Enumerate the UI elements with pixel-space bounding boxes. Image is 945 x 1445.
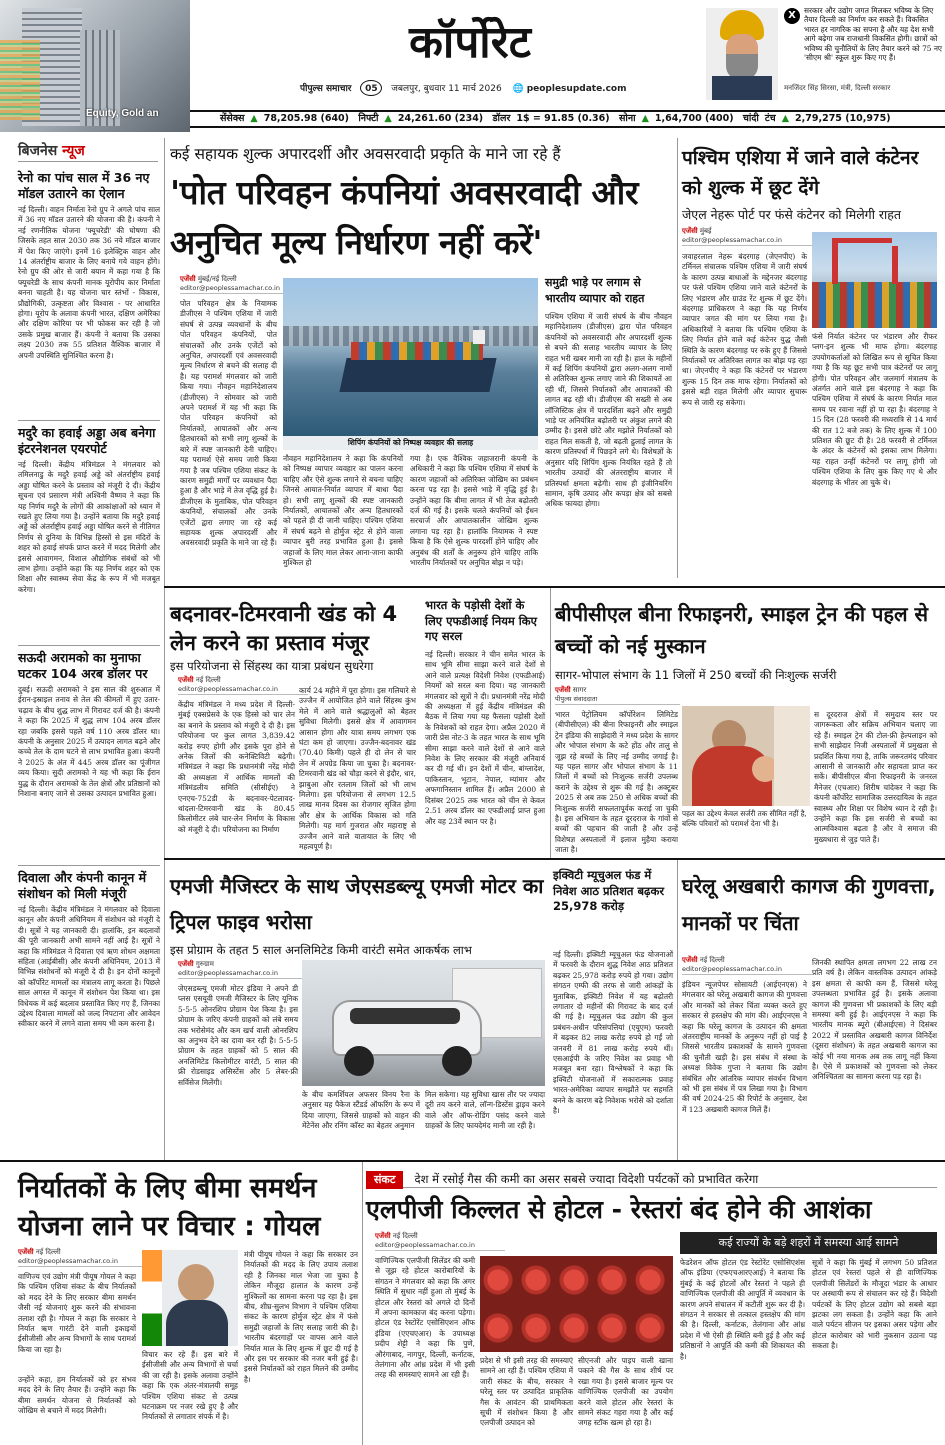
bpcl-caption: पहल का उद्देश्य केवल सर्जरी तक सीमित नहीं है, बल्कि परिवारों को परामर्श देना भी है। [682,809,807,828]
lpg-col-1: वाणिज्यिक एलपीजी सिलेंडर की कमी से जूझ रहे होटल कारोबारियों के संगठन ने मंगलवार को कहा कि अगर स्थिति में सुधार नहीं हुआ तो मुंबई के होटल और रेस्तरां को अगले दो दिनों में अपना कामकाज बंद करना पड़ेगा। होटल एंड रेस्टोरेंट एसोसिएशन ऑफ इंडिया (एएचएआर) के उपाध्यक्ष प्रदीप शेट्टी ने कहा कि पुणे, औरंगाबाद, नागपुर, दिल्ली, कर्नाटक, तेलंगाना और आंध्र प्रदेश में भी इसी तरह की समस्याएं सामने आ रही हैं। [375,1256,475,1380]
agency-label: एजेंसी [178,676,194,684]
lead-byline [180,275,300,297]
mg-col-1: जेएसडब्ल्यू एमजी मोटर इंडिया ने अपने डी प्लस एसयूवी एमजी मैजिस्टर के लिए यूनिक 5-5-5 ओनरशिप प्रोग्राम पेश किया है। इस प्रोग्राम के जरिए कंपनी ग्राहकों को लंबे समय तक भरोसेमंद और कम खर्च वाली ओनरशिप का अनुभव देने का दावा कर रही है। 5-5-5 प्रोग्राम के तहत ग्राहकों को 5 साल की अनलिमिटेड किलोमीटर वारंटी, 5 साल की फ्री रोडसाइड असिस्टेंस और 5 लेबर-फ्री सर्विसेज मिलेंगी। [178,984,298,1087]
byline-place: मुंबई/नई दिल्ली [197,275,237,283]
byline-place: सागर [572,686,587,694]
news-brief-aramco [18,645,160,865]
newsprint-headline: घरेलू अखबारी कागज की गुणवत्ता, मानकों पर चिंता [682,874,936,935]
website[interactable]: peoplesupdate.com [526,84,627,94]
agency-label: एजेंसी [555,686,571,694]
dollar-label: डॉलर [492,113,511,124]
brief-title: मदुरै का हवाई अड्डा अब बनेगा इंटरनेशनल एयरपोर्ट [18,425,156,456]
byline-reporter: पीपुल्स संवाददाता [555,695,680,705]
lead-col-4: पश्चिम एशिया में जारी संघर्ष के बीच नौवहन महानिदेशालय (डीजीएस) द्वारा पोत परिवहन कंपनियों को अवसरवादी और अपारदर्शी शुल्क से बचने की सलाह भारतीय व्यापार के लिए राहत भरी खबर मानी जा रही है। हाल के महीनों में कई शिपिंग कंपनियों द्वारा अलग-अलग नामों से अतिरिक्त शुल्क लगाए जाने की शिकायतें आ रही थीं, जिससे निर्यातकों और आयातकों की लागत बढ़ रही थी। डीजीएस की सख्ती से अब लॉजिस्टिक क्षेत्र में पारदर्शिता बढ़ने और समुद्री भाड़े पर अनियंत्रित बढ़ोतरी पर अंकुश लगने की उम्मीद है। इससे छोटे और मझोले निर्यातकों को राहत मिल सकती है, जो बढ़ती ढुलाई लागत के कारण प्रतिस्पर्धा में पिछड़ने लगे थे। विशेषज्ञों के अनुसार यदि शिपिंग शुल्क नियंत्रित रहते हैं तो भारतीय उत्पादों की अंतरराष्ट्रीय बाजार में प्रतिस्पर्धा क्षमता बढ़ेगी। साथ ही इंजीनियरिंग सामान, कृषि उत्पाद और कपड़ा क्षेत्र को सबसे अधिक फायदा होगा। [545,312,672,509]
agency-label: एजेंसी [682,956,698,964]
column-rule [677,138,678,578]
news-brief-renault [18,170,160,420]
silver-unit: टंच [764,113,776,124]
gas-cylinders-photo [480,1256,673,1352]
up-arrow-icon: ▲ [781,113,790,124]
nifty-label: निफ्टी [358,113,379,124]
page-number: 05 [360,80,382,96]
byline-place: मुंबई [699,227,712,235]
lpg-byline [375,1232,505,1254]
agency-label: एजेंसी [682,227,698,235]
section-rule [164,858,945,860]
photo-caption: शिपिंग कंपनियों को निष्पक्ष व्यवहार की सलाह [283,436,538,450]
lpg-col-3: सीएनजी और पाइप वाली खाना पकाने की गैस के साथ शीर्ष पर रखा गया है। इससे बाजार मूल्य पर वाणिज्यिक एलपीजी का उपयोग करने वाले होटल और रेस्तरां के सामने संकट गहरा गया है और कई जगह स्टॉक खत्म हो रहा है। [578,1356,673,1428]
lead-col-1: पोत परिवहन क्षेत्र के नियामक डीजीएस ने पश्चिम एशिया में जारी संघर्ष से उत्पन्न व्यवधानों के बीच पोत परिवहन कंपनियों, पोत संचालकों और उनके एजेंटों को अनुचित, अपारदर्शी एवं अवसरवादी मूल्य निर्धारण से बचने की सलाह दी है। यह परामर्श मंगलवार को जारी किया गया। नौवहन महानिदेशालय (डीजीएस) ने सोमवार को जारी अपने परामर्श में यह भी कहा कि पोत परिवहन कंपनियों को निर्यातकों, आयातकों और अन्य हितधारकों को सभी लागू शुल्कों के बारे में स्पष्ट जानकारी देनी चाहिए। यह परामर्श ऐसे समय जारी किया गया है जब पश्चिम एशिया संकट के कारण समुद्री मार्गों पर व्यवधान पैदा हुआ है और भाड़े में तेज वृद्धि हुई है। डीजीएस के मुताबिक, पोत परिवहन कंपनियों, संचालकों और उनके एजेंटों द्वारा लगाए जा रहे कई सहायक शुल्क अपारदर्शी और अवसरवादी प्रकृति के माने जा रहे हैं। [180,299,277,548]
mg-headline: एमजी मैजिस्टर के साथ जेएसडब्ल्यू एमजी मोटर का ट्रिपल फाइव भरोसा [170,874,544,934]
lpg-kicker: देश में रसोई गैस की कमी का असर सबसे ज्यादा विदेशी पर्यटकों को प्रभावित करेगा [414,1172,759,1186]
mf-body: नई दिल्ली। इक्विटी म्यूचुअल फंड योजनाओं में फरवरी के दौरान शुद्ध निवेश आठ प्रतिशत बढ़कर 25,978 करोड़ रुपये हो गया। उद्योग संगठन एम्फी की तरफ से जारी आंकड़ों के मुताबिक, इक्विटी निवेश में यह बढ़ोतरी लगातार दो महीनों की गिरावट के बाद दर्ज की गई है। म्यूचुअल फंड उद्योग की कुल प्रबंधन-अधीन परिसंपत्तियां (एयूएम) फरवरी में बढ़कर 82 लाख करोड़ रुपये हो गईं जो जनवरी में 81 लाख करोड़ रुपये थीं। एसआईपी के जरिए निवेश का प्रवाह भी मजबूत बना रहा। विश्लेषकों ने कहा कि इक्विटी योजनाओं में सकारात्मक प्रवाह भारत-अमेरिका व्यापार समझौते पर सहमति बनने के कारण बढ़े निवेशक भरोसे को दर्शाता है। [553,950,673,1116]
left-column [18,170,160,1162]
badnawar-col-2: कार्य 24 महीने में पूरा होगा। इस गलियारे से उज्जैन में आयोजित होने वाले सिंहस्थ कुंभ मेले में आने वाले श्रद्धालुओं को बेहतर सुविधा मिलेगी। इससे क्षेत्र में आवागमन आसान होगा और यात्रा समय लगभग एक घंटा कम हो जाएगा। उज्जैन-बदनावर खंड (70.40 किमी) पहले ही दो लेन से चार लेन में अपग्रेड किया जा चुका है। बदनावर-टिमरवानी खंड को चौड़ा करने से इंदौर, धार, झाबुआ और रतलाम जिलों को भी लाभ मिलेगा। इस परियोजना से लगभग 12.5 लाख मानव दिवस का रोजगार सृजित होगा और क्षेत्र के आर्थिक विकास को गति मिलेगी। यह मार्ग गुजरात और महाराष्ट्र से उज्जैन आने वाले यातायात के लिए भी महत्वपूर्ण है। [299,686,416,852]
badnawar-col-1: केंद्रीय मंत्रिमंडल ने मध्य प्रदेश में दिल्ली-मुंबई एक्सप्रेसवे के एक हिस्से को चार लेन का बनाने के प्रस्ताव को मंजूरी दे दी है। इस परियोजना पर कुल लागत 3,839.42 करोड़ रुपए होगी और इसके पूरा होने से अनेक जिलों की कनेक्टिविटी बढ़ेगी। मंत्रिमंडल ने कहा कि प्रधानमंत्री नरेंद्र मोदी की अध्यक्षता में आर्थिक मामलों की मंत्रिमंडलीय समिति (सीसीईए) ने एनएच-752डी के बदनावर-पेटलावद-थांदला-टिमरवानी खंड के 80.45 किलोमीटर लंबे चार-लेन निर्माण के विकास को मंजूरी दे दी। परियोजना का निर्माण [178,700,295,834]
mother-child-photo [682,706,810,806]
lead-kicker: कई सहायक शुल्क अपारदर्शी और अवसरवादी प्रकृति के माने जा रहे हैं [170,145,561,163]
agency-label: एजेंसी [375,1232,391,1240]
brief-body: दुबई। सऊदी अरामको ने इस साल की शुरुआत में ईरान-इस्राइल तनाव से तेल की कीमतों में हुए उतार-चढ़ाव के बीच शुद्ध लाभ में गिरावट दर्ज की है। कंपनी ने कहा कि 2025 में शुद्ध लाभ 104 अरब डॉलर रहा जबकि इससे पहले वर्ष 110 अरब डॉलर था। कंपनी के अनुसार 2025 में उत्पादन लागत बढ़ने और कच्चे तेल के दाम घटने से लाभ प्रभावित हुआ। कंपनी ने 2025 के अंत में 445 अरब डॉलर का पूंजीगत व्यय किया। सुदी अरामको ने यह भी कहा कि ईरान युद्ध के दौरान अरामको के तेल क्षेत्रों और प्रतिष्ठानों को निशाना बनाए जाने से उसका उत्पादन प्रभावित हुआ। [18,685,160,799]
goyal-col-3: विचार कर रहे हैं। इस बारे में ईसीजीसी और अन्य विभागों से चर्चा की जा रही है। इसके अलावा उन्होंने कहा कि एक अंतर-मंत्रालयी समूह पश्चिम एशिया संकट से उत्पन्न घटनाक्रम पर नजर रखे हुए है और निर्यातकों से लगातार संपर्क में है। [142,1350,238,1422]
crisis-label: संकट [366,1171,403,1189]
gold-label: सोना [618,113,636,124]
badnawar-headline: बदनावर-टिमरवानी खंड को 4 लेन करने का प्रस्ताव मंजूर [170,602,398,655]
market-ticker [190,110,945,128]
fdi-headline: भारत के पड़ोसी देशों के लिए एफडीआई नियम किए गए सरल [425,598,537,643]
tweet-quote: सरकार और उद्योग जगत मिलकर भविष्य के लिए तैयार दिल्ली का निर्माण कर सकते हैं। विकसित भारत हर नागरिक का सपना है और यह देश सभी आगे बढ़ेगा जब राजधानी विकसित होगी। छात्रों को भविष्य की चुनौतियों के लिए तैयार करने को 75 नए 'सीएम श्री' स्कूल शुरू किए गए हैं। [804,6,943,63]
dollar-value: 1$ = 91.85 (0.36) [516,113,610,124]
byline-place: नई दिल्ली [392,1232,418,1240]
brief-body: नई दिल्ली। केंद्रीय मंत्रिमंडल ने मंगलवार को दिवाला कानून और कंपनी अधिनियम में संशोधन को मंजूरी दे दी। सूत्रों ने यह जानकारी दी। हालांकि, इन बदलावों की पूरी जानकारी अभी सामने नहीं आई है। सूत्रों ने कहा कि मंत्रिमंडल ने दिवाला एवं ऋण शोधन अक्षमता संहिता (आईबीसी) और कंपनी अधिनियम, 2013 में विभिन्न संशोधनों को मंजूरी दे दी है। इन दोनों कानूनों को कॉर्पोरेट मामलों का मंत्रालय लागू करता है। पिछले साल अगस्त में कानून में संशोधन पेश किया था। इस विधेयक में कई बदलाव प्रस्तावित किए गए हैं, जिनका उद्देश्य दिवाला मामलों को जल्द निपटाना और आवेदन स्वीकार करने में लगने वाला समय भी कम करना है। [18,905,160,1029]
bpcl-subhead: सागर-भोपाल संभाग के 11 जिलों में 250 बच्चों की निःशुल्क सर्जरी [555,668,837,682]
mg-subhead: इस प्रोग्राम के तहत 5 साल अनलिमिटेड किमी वारंटी समेत आकर्षक लाभ [170,943,472,957]
fdi-body: नई दिल्ली। सरकार ने चीन समेत भारत के साथ भूमि सीमा साझा करने वाले देशों से आने वाले प्रत्यक्ष विदेशी निवेश (एफडीआई) नियमों को सरल बना दिया। यह जानकारी मंगलवार को सूत्रों ने दी। प्रधानमंत्री नरेंद्र मोदी की अध्यक्षता में हुई केंद्रीय मंत्रिमंडल की बैठक में लिया गया यह फैसला पड़ोसी देशों के निवेशकों को राहत देगा। अप्रैल 2020 में जारी प्रेस नोट-3 के तहत भारत के साथ भूमि सीमा साझा करने वाले देशों से आने वाले निवेश के लिए सरकार की मंजूरी अनिवार्य कर दी गई थी। इन देशों में चीन, बांग्लादेश, पाकिस्तान, भूटान, नेपाल, म्यांमार और अफगानिस्तान शामिल हैं। अप्रैल 2000 से दिसंबर 2025 तक भारत को चीन से केवल 2.51 अरब डॉलर का एफडीआई प्राप्त हुआ और वह 23वें स्थान पर है। [425,650,545,826]
x-logo-icon: X [784,8,800,24]
goyal-col-2: उन्होंने कहा, हम निर्यातकों को हर संभव मदद देने के लिए तैयार हैं। उन्होंने कहा कि बीमा समर्थन योजना से निर्यातकों को जोखिम से बचाने में मदद मिलेगी। [18,1375,136,1416]
section-label-b: न्यूज [62,143,85,159]
bpcl-headline: बीपीसीएल बीना रिफाइनरी, स्माइल ट्रेन की पहल से बच्चों को नई मुस्कान [555,602,928,658]
dateline: जबलपुर, बुधवार 11 मार्च 2026 [391,84,502,94]
sensex-value: 78,205.98 (640) [263,113,350,124]
sensex-label: सेंसेक्स [220,113,245,124]
news-brief-madurai [18,420,160,645]
byline-email[interactable]: editor@peoplessamachar.co.in [682,236,812,246]
bpcl-byline [555,686,680,708]
tweet-author: मनजिंदर सिंह सिरसा, मंत्री, दिल्ली सरकार [784,84,891,92]
goyal-col-1: वाणिज्य एवं उद्योग मंत्री पीयूष गोयल ने कहा कि पश्चिम एशिया संकट के बीच निर्यातकों को मदद देने के लिए सरकार बीमा समर्थन जैसी नई योजनाएं शुरू करने की संभावना तलाश रही है। गोयल ने कहा कि सरकार ने निर्यात ऋण गारंटी देने वाली इकाइयों ईसीजीसी और अन्य विभागों के साथ परामर्श किया जा रहा है। [18,1272,136,1354]
right-byline [682,227,812,249]
newsprint-col-1: इंडियन न्यूजपेपर सोसायटी (आईएनएस) ने मंगलवार को घरेलू अखबारी कागज की गुणवत्ता और मानकों को लेकर चिंता व्यक्त करते हुए सरकार से हस्तक्षेप की मांग की। आईएनएस ने कहा कि घरेलू कागज के उत्पादन की क्षमता अंतरराष्ट्रीय मानकों के अनुरूप नहीं हो पाई है जिससे भारतीय प्रकाशकों के सामने गुणवत्ता की चुनौती खड़ी है। इस संबंध में संस्था के अध्यक्ष विवेक गुप्ता ने बताया कि उद्योग संबंधित और आंतरिक व्यापार संवर्धन विभाग को भी इस संबंध में पत्र लिखा गया है। विभाग की वर्ष 2024-25 की रिपोर्ट के अनुसार, देश में 123 अखबारी कागज मिलें हैं। [682,980,807,1114]
brief-title: सऊदी अरामको का मुनाफा घटकर 104 अरब डॉलर पर [18,650,148,681]
column-rule [677,860,678,1160]
agency-label: एजेंसी [178,960,194,968]
mg-col-3: मिल सकेगा। यह सुविधा खास तौर पर ज्यादा दूरी तय करने वाले, लॉन्ग-डिस्टेंस ड्राइव करने वाले और ऑफ-रोडिंग पसंद करने वाले ग्राहकों के लिए फायदेमंद मानी जा रही है। [425,1090,545,1131]
nifty-value: 24,261.60 (234) [397,113,484,124]
byline-email[interactable]: editor@peoplessamachar.co.in [375,1241,505,1251]
badnawar-byline [178,676,308,698]
goyal-photo [142,1250,238,1346]
masthead-title: कॉर्पोरेट [409,18,531,67]
brief-title: दिवाला और कंपनी कानून में संशोधन को मिली मंजूरी [18,870,147,901]
lead-col-3: गया है। एक वैश्विक जहाजरानी कंपनी के अधिकारी ने कहा कि पश्चिम एशिया में संघर्ष के कारण जहाजों को अतिरिक्त जोखिम का प्रबंधन करना पड़ रहा है। इससे भाड़े में वृद्धि हुई है। उन्होंने कहा कि बीमा लागत में भी तेज बढ़ोतरी दर्ज की गई है। इसके चलते कंपनियों को ईंधन सरचार्ज और आपातकालीन जोखिम शुल्क लगाना पड़ रहा है। हालांकि नियामक ने स्पष्ट किया है कि ऐसे शुल्क पारदर्शी होने चाहिए और अनुबंध की शर्तों के अनुरूप होने चाहिए ताकि भारतीय निर्यातकों पर अनुचित बोझ न पड़े। [410,454,538,568]
up-arrow-icon: ▲ [384,113,392,124]
paper-name: पीपुल्स समाचार [300,84,352,94]
lpg-subhead: कई राज्यों के बड़े शहरों में समस्या आई सामने [680,1232,937,1254]
bse-building-photo [0,0,190,132]
right-col-1: जवाहरलाल नेहरू बंदरगाह (जेएनपीए) के टर्मिनल संचालक पश्चिम एशिया में जारी संघर्ष के कारण उत्पन्न बाधाओं के मद्देनजर बंदरगाह पर फंसे पश्चिम एशिया जाने वाले कंटेनरों के लिए भंडारण और ग्राउंड रेंट शुल्क में छूट देंगे। बंदरगाह प्राधिकरण ने कहा कि यह निर्णय व्यापार जगत की मांग पर लिया गया है। अधिकारियों ने बताया कि पश्चिम एशिया के लिए निर्यात होने वाले कई कंटेनर युद्ध जैसी स्थिति के कारण बंदरगाह पर रुके हुए हैं जिससे निर्यातकों पर अतिरिक्त लागत का बोझ पड़ रहा था। जेएनपीए ने कहा कि कंटेनरों पर भंडारण शुल्क 15 दिन तक माफ रहेगा। निर्यातकों को इससे बड़ी राहत मिलेगी और व्यापार सुचारू रूप से जारी रह सकेगा। [682,252,807,407]
suv-photo [302,960,545,1086]
column-rule [164,138,165,1160]
ship-photo [283,278,538,450]
container-port-photo [812,232,937,328]
lpg-col-4: फेडरेशन ऑफ होटल एंड रेस्टोरेंट एसोसिएशंस ऑफ इंडिया (एफएचआरएआई) ने बताया कि मुंबई के कई होटलों और रेस्तरां ने पहले ही वाणिज्यिक एलपीजी की आपूर्ति में व्यवधान के कारण अपने संचालन में कटौती शुरू कर दी है। संगठन ने सरकार से तत्काल हस्तक्षेप की मांग की है। दिल्ली, कर्नाटक, तेलंगाना और आंध्र प्रदेश में भी ऐसी ही स्थिति बनी हुई है और कई प्रतिष्ठानों ने आपूर्ति की कमी की शिकायत की है। [680,1258,805,1361]
agency-label: एजेंसी [18,1248,34,1256]
byline-place: गुरुग्राम [195,960,214,968]
up-arrow-icon: ▲ [641,113,649,124]
column-rule [550,588,551,858]
globe-icon: 🌐 [512,84,524,94]
section-label-a: बिजनेस [18,143,58,159]
badnawar-subhead: इस परियोजना से सिंहस्थ का यात्रा प्रबंधन सुधरेगा [170,659,374,673]
column-rule [362,1162,363,1445]
mg-col-2: के बीच कमर्शियल अफसर विनय रैना के अनुसार यह पैकेज स्टैंडर्ड ऑफरिंग के रूप में दिया जाएगा, जिससे ग्राहकों को वाहन की मेंटेनेंस और रनिंग कॉस्ट का बेहतर अनुमान [302,1090,420,1131]
byline-email[interactable]: editor@peoplessamachar.co.in [178,969,303,979]
newsprint-byline [682,956,812,978]
brief-title: रेनो का पांच साल में 36 नए मॉडल उतारने का ऐलान [18,170,150,201]
mf-headline: इक्विटी म्यूचुअल फंड में निवेश आठ प्रतिशत बढ़कर 25,978 करोड़ [553,868,665,913]
lpg-headline: एलपीजी किल्लत से होटल - रेस्तरां बंद होने की आशंका [366,1195,872,1224]
goyal-headline: निर्यातकों के लिए बीमा समर्थन योजना लाने पर विचार : गोयल [18,1173,321,1242]
up-arrow-icon: ▲ [250,113,258,124]
byline-place: नई दिल्ली [195,676,221,684]
section-label [18,140,158,162]
byline-email[interactable]: editor@peoplessamachar.co.in [682,965,812,975]
newsprint-col-2: जिनकी स्थापित क्षमता लगभग 22 लाख टन प्रति वर्ष है। लेकिन वास्तविक उत्पादन आंकड़े इस क्षमता से काफी कम हैं, जिससे घरेलू उपलब्धता प्रभावित हुई है। इसके अलावा कागज की गुणवत्ता भी प्रकाशकों के लिए बड़ी समस्या बनी हुई है। आईएनएस ने कहा कि भारतीय मानक ब्यूरो (बीआईएस) ने दिसंबर 2022 में प्रस्तावित अखबारी कागज विनिर्देश (दूसरा संशोधन) के तहत अखबारी कागज का कोई भी नया मानक अब तक लागू नहीं किया है। ऐसे में प्रकाशकों को गुणवत्ता को लेकर अनिश्चितता का सामना करना पड़ रहा है। [812,958,937,1082]
masthead-info-row [300,80,710,96]
lpg-col-5: सूत्रों ने कहा कि मुंबई में लगभग 50 प्रतिशत होटल एवं रेस्तरां पहले से ही वाणिज्यिक एलपीजी सिलेंडरों के मौजूदा भंडार के आधार पर अस्थायी रूप से संचालन कर रहे हैं। विदेशी पर्यटकों के लिए होटल उद्योग को सबसे बड़ा झटका लग सकता है। उन्होंने कहा कि आने वाले पर्यटन सीजन पर इसका असर पड़ेगा और होटल कारोबार को भारी नुकसान उठाना पड़ सकता है। [812,1258,937,1351]
lead-col-2: नौवहन महानिदेशालय ने कहा कि कंपनियों को निष्पक्ष व्यापार व्यवहार का पालन करना चाहिए और ऐसे शुल्क लगाने से बचना चाहिए जिनसे आयात-निर्यात व्यापार में बाधा पैदा हो। सभी लागू शुल्कों की स्पष्ट जानकारी निर्यातकों, आयातकों और अन्य हितधारकों को पहले ही दी जानी चाहिए। पश्चिम एशिया में संघर्ष बढ़ने से होर्मुज स्ट्रेट से होने वाला व्यापार बुरी तरह प्रभावित हुआ है। इससे जहाजों के लिए माल लेकर आना-जाना काफी मुश्किल हो [283,454,403,568]
goyal-col-4: मंत्री पीयूष गोयल ने कहा कि सरकार उन निर्यातकों की मदद के लिए उपाय तलाश रही है जिनका माल भेजा जा चुका है लेकिन मौजूदा हालात के कारण उन्हें मुश्किलों का सामना करना पड़ रहा है। इस बीच, शीघ्र-सुलभ विभाग ने पश्चिम एशिया संकट के कारण होर्मुज स्ट्रेट क्षेत्र में फंसे समुद्री जहाजों के लिए सलाह जारी की है। भारतीय बंदरगाहों पर वापस आने वाले निर्यात माल के लिए शुल्क में छूट दी गई है और इस पर सरकार की नजर बनी हुई है। इससे निर्यातकों को राहत मिलने की उम्मीद है। [244,1250,358,1384]
gold-value: 1,64,700 (400) [654,113,734,124]
brief-body: नई दिल्ली। वाहन निर्माता रेनो ग्रुप ने अगले पांच साल में 36 नए मॉडल उतारने की योजना की है। कंपनी ने नई रणनीतिक योजना 'फ्यूचरेडी' की घोषणा की जिसके तहत साल 2030 तक 36 नये मॉडल बाजार में पेश किए जाएंगे। इनमें 16 इलेक्ट्रिक वाहन और 14 अंतर्राष्ट्रीय बाजार के लिए बनाये गये वाहन होंगे। रेनो ग्रुप की ओर से जारी बयान में कहा गया है कि फ्यूचरेडी के साथ कंपनी मानक यूरोपीय कार निर्माता बनना चाहती है। यह योजना चार स्तंभों - विकास, प्रौद्योगिकी, उत्कृष्टता और विश्वास - पर आधारित होगा। यूरोप के अलावा कंपनी भारत, दक्षिण अमेरिका और दक्षिण कोरिया पर भी फोकस कर रही है जो उसके प्रमुख बाजार हैं। कंपनी ने बताया कि उसका लक्ष्य 2030 तक 55 प्रतिशत वैश्विक बाजार में अपनी उपस्थिति सुनिश्चित करना है। [18,205,160,360]
byline-place: नई दिल्ली [35,1248,61,1256]
mg-byline [178,960,303,982]
section-rule [0,1160,945,1162]
lpg-kicker-bar [366,1168,937,1188]
goyal-byline [18,1248,148,1270]
building-ticker-text: Equity, Gold an [86,108,159,119]
section-rule [164,586,945,588]
bpcl-col-1: भारत पेट्रोलियम कॉर्पोरेशन लिमिटेड (बीपीसीएल) की बीना रिफाइनरी और स्माइल ट्रेन इंडिया की साझेदारी ने मध्य प्रदेश के सागर और भोपाल संभाग के कटे होंठ और तालु से जूझ रहे बच्चों के लिए नई उम्मीद जगाई है। यह पहल सागर और भोपाल संभाग के 11 जिलों में बच्चों को निःशुल्क सर्जरी उपलब्ध कराने के उद्देश्य से शुरू की गई है। अक्टूबर 2025 से अब तक 250 से अधिक बच्चों की निःशुल्क सर्जरी सफलतापूर्वक कराई जा चुकी है। इस अभियान के तहत दूरदराज के गांवों से बच्चों की पहचान की जाती है और उन्हें विशेषज्ञ अस्पतालों में इलाज मुहैया कराया जाता है। [555,710,678,855]
brief-body: नई दिल्ली। केंद्रीय मंत्रिमंडल ने मंगलवार को तमिलनाडु के मदुरै हवाई अड्डे को अंतर्राष्ट्रीय हवाई अड्डा घोषित करने के प्रस्ताव को मंजूरी दे दी। केंद्रीय सूचना एवं प्रसारण मंत्री अश्विनी वैष्णव ने कहा कि यह निर्णय मदुरै के लोगों की आकांक्षाओं को ध्यान में रखते हुए लिया गया है। उन्होंने बताया कि मदुरै हवाई अड्डे को अंतर्राष्ट्रीय हवाई अड्डा घोषित करने से नीतिगत निर्णय से दुनिया के विभिन्न हिस्सों से इस मंदिरों के शहर को हवाई संपर्क प्राप्त करने में मदद मिलेगी और इससे आवागमन, विशाल औद्योगिक संबंधों को भी लाभ होगा। उन्होंने कहा कि यह निर्णय शहर को एक शिक्षा और स्वास्थ्य सेवा केंद्र के रूप में भी मजबूत करेगा। [18,460,160,594]
byline-place: नई दिल्ली [699,956,725,964]
byline-email[interactable]: editor@peoplessamachar.co.in [178,685,308,695]
minister-photo [706,8,778,100]
right-headline: पश्चिम एशिया में जाने वाले कंटेनर को शुल्क में छूट देंगे [682,147,919,199]
silver-value: 2,79,275 (10,975) [795,113,891,124]
byline-email[interactable]: editor@peoplessamachar.co.in [18,1257,148,1267]
lpg-col-2: प्रदेश से भी इसी तरह की समस्याएं सामने आ रही हैं। पश्चिम एशिया में जारी संकट के बीच, सरकार ने घरेलू स्तर पर उत्पादित प्राकृतिक गैस के आवंटन की प्राथमिकता सूची में संशोधन किया है और एलपीजी उत्पादन को [480,1356,573,1428]
right-subhead: जेएल नेहरू पोर्ट पर फंसे कंटेनर को मिलेगी राहत [682,207,902,222]
lead-headline: 'पोत परिवहन कंपनियां अवसरवादी और अनुचित मूल्य निर्धारण नहीं करें' [170,173,639,262]
byline-email[interactable]: editor@peoplessamachar.co.in [180,284,300,294]
lead-subhead: समुद्री भाड़े पर लगाम से भारतीय व्यापार को राहत [545,276,645,305]
agency-label: एजेंसी [180,275,196,283]
news-brief-insolvency [18,865,160,1162]
silver-label: चांदी [742,113,759,124]
right-col-2: फंसे निर्यात कंटेनर पर भंडारण और रीफर प्लग-इन शुल्क भी माफ होगा। बंदरगाह उपयोगकर्ताओं को लिखित रूप से सूचित किया गया है कि यह छूट सभी पात्र कंटेनरों पर लागू होगी। पोत परिवहन और जलमार्ग मंत्रालय के अंतर्गत आने वाले इस बंदरगाह ने कहा कि पश्चिम एशिया में संघर्ष के कारण निर्यात माल समय पर रवाना नहीं हो पा रहा है। बंदरगाह ने 15 दिन (28 फरवरी की मध्यरात्रि से 14 मार्च की रात 12 बजे तक) के लिए शुल्क में 100 प्रतिशत की छूट दी है। 28 फरवरी से टर्मिनल के अंदर के कंटेनरों को इसका लाभ मिलेगा। यह राहत उन्हीं कंटेनरों पर लागू होगी जो पश्चिम एशिया के लिए बुक किए गए थे और बंदरगाह के भीतर आ चुके थे। [812,332,937,487]
bpcl-col-2: स दूरदराज क्षेत्रों में समुदाय स्तर पर जागरूकता और सक्रिय अभियान चलाए जा रहे हैं। स्माइल ट्रेन की टोल-फ्री हेल्पलाइन को सभी साझेदार निजी अस्पतालों में प्रमुखता से प्रदर्शित किया गया है, ताकि जरूरतमंद परिवार आसानी से जानकारी और सहायता प्राप्त कर सकें। बीपीसीएल बीना रिफाइनरी के जनरल मैनेजर (एचआर) शिरीष चांदेकर ने कहा कि कंपनी कॉर्पोरेट सामाजिक उत्तरदायित्व के तहत स्वास्थ्य और शिक्षा पर विशेष ध्यान दे रही है। उन्होंने कहा कि इस सर्जरी से बच्चों का आत्मविश्वास बढ़ता है और वे समाज की मुख्यधारा से जुड़ पाते हैं। [814,710,937,844]
